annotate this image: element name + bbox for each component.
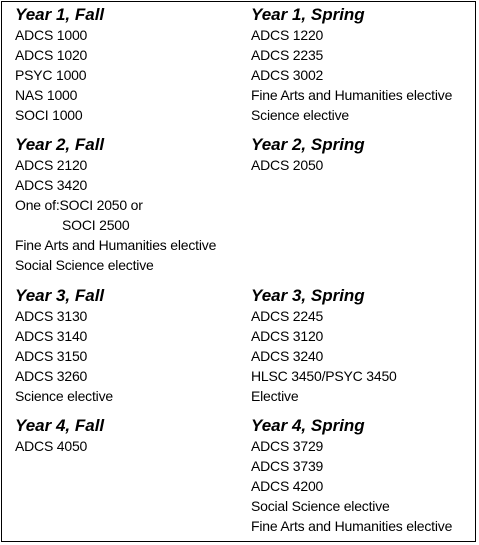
- course-item: One of:SOCI 2050 or: [15, 197, 143, 213]
- course-item: ADCS 3240: [251, 348, 324, 364]
- course-item: ADCS 1000: [15, 27, 88, 43]
- course-item: ADCS 4200: [251, 478, 324, 494]
- course-item: ADCS 3002: [251, 67, 324, 83]
- term-year3-spring: [251, 286, 397, 406]
- course-item: ADCS 3150: [15, 348, 88, 364]
- course-item: ADCS 3120: [251, 328, 324, 344]
- term-heading: Year 2, Spring: [251, 135, 365, 154]
- course-item: Fine Arts and Humanities elective: [251, 87, 453, 103]
- term-heading: Year 3, Spring: [251, 286, 365, 305]
- course-item: ADCS 3729: [251, 438, 324, 454]
- term-heading: Year 4, Spring: [251, 416, 365, 435]
- course-item: ADCS 2245: [251, 308, 324, 324]
- term-heading: Year 2, Fall: [15, 135, 105, 154]
- course-item: ADCS 3130: [15, 308, 88, 324]
- course-item: SOCI 1000: [15, 107, 83, 123]
- course-item: PSYC 1000: [15, 67, 87, 83]
- course-item: ADCS 4050: [15, 438, 88, 454]
- term-year2-spring: [251, 135, 365, 175]
- course-item: Science elective: [15, 388, 113, 404]
- course-item: NAS 1000: [15, 87, 78, 103]
- term-heading: Year 3, Fall: [15, 286, 105, 305]
- course-item: Science elective: [251, 107, 349, 123]
- course-item: Fine Arts and Humanities elective: [15, 237, 217, 253]
- term-year1-spring: [251, 5, 452, 125]
- course-item: Social Science elective: [15, 257, 154, 273]
- term-year4-spring: [251, 416, 452, 536]
- course-item: ADCS 3140: [15, 328, 88, 344]
- course-item: Fine Arts and Humanities elective: [251, 518, 453, 534]
- course-item: ADCS 2235: [251, 47, 324, 63]
- term-heading: Year 1, Fall: [15, 5, 105, 24]
- term-year2-fall: [15, 135, 216, 275]
- course-item: ADCS 3420: [15, 177, 88, 193]
- course-item: ADCS 2120: [15, 157, 88, 173]
- course-item: ADCS 1020: [15, 47, 88, 63]
- course-item: ADCS 1220: [251, 27, 324, 43]
- term-year1-fall: [15, 5, 104, 125]
- term-heading: Year 4, Fall: [15, 416, 105, 435]
- term-heading: Year 1, Spring: [251, 5, 365, 24]
- course-item: Elective: [251, 388, 299, 404]
- course-item: HLSC 3450/PSYC 3450: [251, 368, 397, 384]
- course-item: ADCS 3739: [251, 458, 324, 474]
- course-item: Social Science elective: [251, 498, 390, 514]
- course-item: ADCS 3260: [15, 368, 88, 384]
- term-year4-fall: [15, 416, 104, 456]
- term-year3-fall: [15, 286, 113, 406]
- course-item: ADCS 2050: [251, 157, 324, 173]
- course-item: SOCI 2500: [62, 217, 130, 233]
